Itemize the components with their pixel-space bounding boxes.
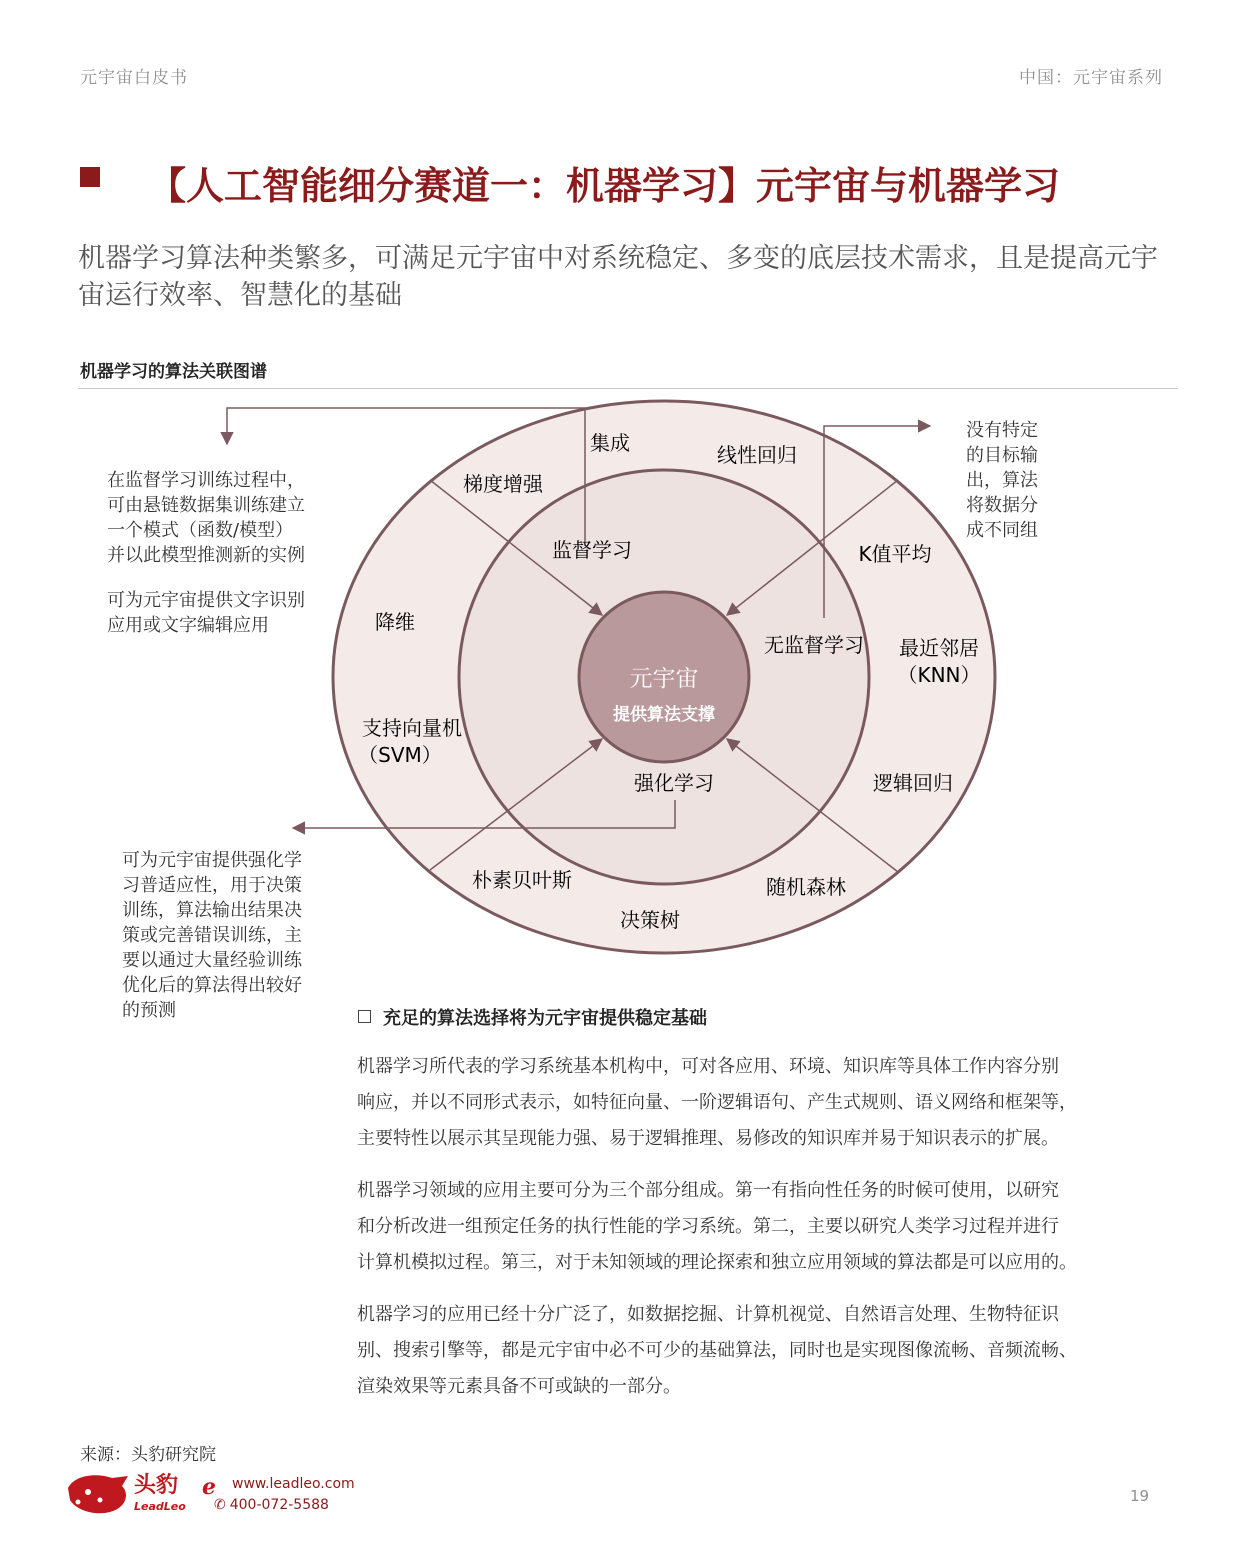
checkbox-bullet-icon xyxy=(358,1010,371,1023)
label-decision-tree: 决策树 xyxy=(620,908,680,932)
paragraph-1: 机器学习所代表的学习系统基本机构中，可对各应用、环境、知识库等具体工作内容分别 响应，并以不同形式表示，如特征向量、一阶逻辑语句、产生式规则、语义网络和框架等， 主要特性以展示其呈现能力强、易于逻辑推理、易修改的知识库并易于知识表示的扩展。 xyxy=(357,1056,1077,1149)
label-dimensionality-reduction: 降维 xyxy=(375,610,415,634)
label-knn-abbr: （KNN） xyxy=(897,663,981,687)
figure-title: 机器学习的算法关联图谱 xyxy=(80,362,267,382)
page-subtitle: 机器学习算法种类繁多，可满足元宇宙中对系统稳定、多变的底层技术需求，且是提高元宇宙运行效率、智慧化的基础 xyxy=(78,243,1158,311)
reinforcement-description: 可为元宇宙提供强化学 习普适应性，用于决策 训练，算法输出结果决 策或完善错误训练，主 要以通过大量经验训练 优化后的算法得出较好 的预测 xyxy=(122,850,302,1021)
label-logistic-regression: 逻辑回归 xyxy=(873,771,953,795)
svg-text:e: e xyxy=(202,1474,216,1500)
label-random-forest: 随机森林 xyxy=(766,875,846,899)
label-naive-bayes: 朴素贝叶斯 xyxy=(472,868,572,892)
leadleo-logo xyxy=(64,1468,229,1522)
page-title: 【人工智能细分赛道一：机器学习】元宇宙与机器学习 xyxy=(148,164,1061,208)
logo-en: LeadLeo xyxy=(134,1500,186,1513)
label-svm: 支持向量机 xyxy=(362,716,462,740)
label-knn: 最近邻居 xyxy=(899,636,979,660)
header-right: 中国：元宇宙系列 xyxy=(1019,68,1163,88)
unsupervised-description: 没有特定 的目标输 出，算法 将数据分 成不同组 xyxy=(966,420,1038,541)
center-title: 元宇宙 xyxy=(629,666,699,692)
supervised-application: 可为元宇宙提供文字识别 应用或文字编辑应用 xyxy=(107,590,305,636)
label-svm-abbr: （SVM） xyxy=(358,743,442,767)
label-k-means: K值平均 xyxy=(858,542,932,566)
label-ensemble: 集成 xyxy=(590,431,630,455)
contact-info xyxy=(214,1474,355,1516)
logo-cn: 头豹 xyxy=(134,1473,179,1498)
label-gradient-boosting: 梯度增强 xyxy=(463,472,543,496)
phone-icon: ✆ xyxy=(214,1497,226,1513)
source-note: 来源：头豹研究院 xyxy=(80,1445,216,1465)
label-unsupervised: 无监督学习 xyxy=(764,633,864,657)
website-link[interactable]: www.leadleo.com xyxy=(232,1476,355,1492)
section-heading: 充足的算法选择将为元宇宙提供稳定基础 xyxy=(358,1004,707,1030)
supervised-description: 在监督学习训练过程中， 可由悬链数据集训练建立 一个模式（函数/模型） 并以此模型推测新的实例 xyxy=(107,470,305,566)
paragraph-2: 机器学习领域的应用主要可分为三个部分组成。第一有指向性任务的时候可使用，以研究 和分析改进一组预定任务的执行性能的学习系统。第二，主要以研究人类学习过程并进行 计算机模拟过程。第三，对于未知领域的理论探索和独立应用领域的算法都是可以应用的。 xyxy=(357,1180,1077,1273)
paragraph-3: 机器学习的应用已经十分广泛了，如数据挖掘、计算机视觉、自然语言处理、生物特征识 别、搜索引擎等，都是元宇宙中必不可少的基础算法，同时也是实现图像流畅、音频流畅、 渲染效果等元素具备不可或缺的一部分。 xyxy=(357,1304,1077,1397)
leopard-logo-icon xyxy=(64,1468,229,1518)
label-supervised: 监督学习 xyxy=(552,538,632,562)
label-reinforcement: 强化学习 xyxy=(634,771,714,795)
phone-number: ✆ 400-072-5588 xyxy=(214,1497,329,1513)
center-subtitle: 提供算法支撑 xyxy=(613,705,715,725)
label-linear-regression: 线性回归 xyxy=(717,443,797,467)
page-number: 19 xyxy=(1130,1487,1150,1505)
header-left: 元宇宙白皮书 xyxy=(80,68,188,88)
